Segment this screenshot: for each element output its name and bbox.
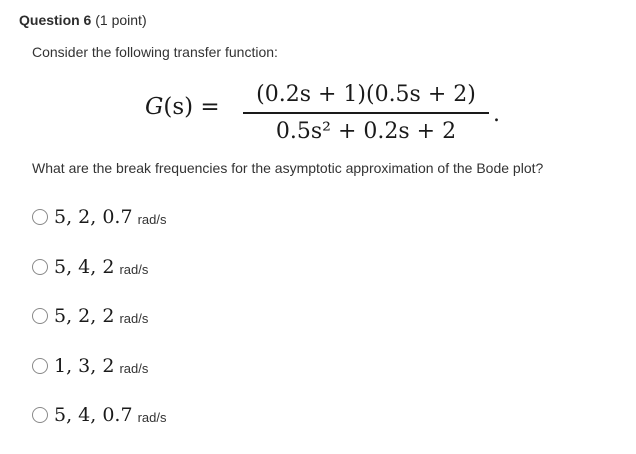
question-header [19, 12, 147, 28]
radio-button[interactable] [32, 209, 48, 225]
equation-fraction [243, 80, 489, 147]
option-value: 1, 3, 2 [54, 355, 115, 377]
radio-button[interactable] [32, 358, 48, 374]
answer-option[interactable] [32, 203, 166, 231]
radio-button[interactable] [32, 308, 48, 324]
answer-option[interactable] [32, 302, 148, 330]
option-unit: rad/s [119, 261, 149, 277]
equation-lhs [145, 94, 220, 120]
option-unit: rad/s [119, 310, 149, 326]
equation-period: . [493, 102, 500, 127]
radio-button[interactable] [32, 407, 48, 423]
option-value: 5, 4, 0.7 [54, 404, 133, 426]
equation-argument: (s) = [163, 94, 220, 120]
question-points: (1 point) [95, 12, 147, 28]
answer-option[interactable] [32, 253, 148, 281]
option-unit: rad/s [137, 409, 167, 425]
option-value: 5, 2, 0.7 [54, 206, 133, 228]
question-prompt: Consider the following transfer function: [32, 44, 278, 60]
option-unit: rad/s [119, 360, 149, 376]
option-value: 5, 2, 2 [54, 305, 115, 327]
question-title: Question 6 [19, 12, 92, 28]
option-unit: rad/s [137, 211, 167, 227]
equation-denominator: 0.5s² + 0.2s + 2 [275, 118, 457, 144]
answer-option[interactable] [32, 401, 166, 429]
option-value: 5, 4, 2 [54, 256, 115, 278]
fraction-bar [243, 112, 489, 114]
equation-numerator: (0.2s + 1)(0.5s + 2) [256, 82, 476, 107]
question-text: What are the break frequencies for the asymptotic approximation of the Bode plot? [32, 160, 544, 176]
equation-function-name: G [145, 94, 164, 120]
radio-button[interactable] [32, 259, 48, 275]
answer-option[interactable] [32, 352, 148, 380]
